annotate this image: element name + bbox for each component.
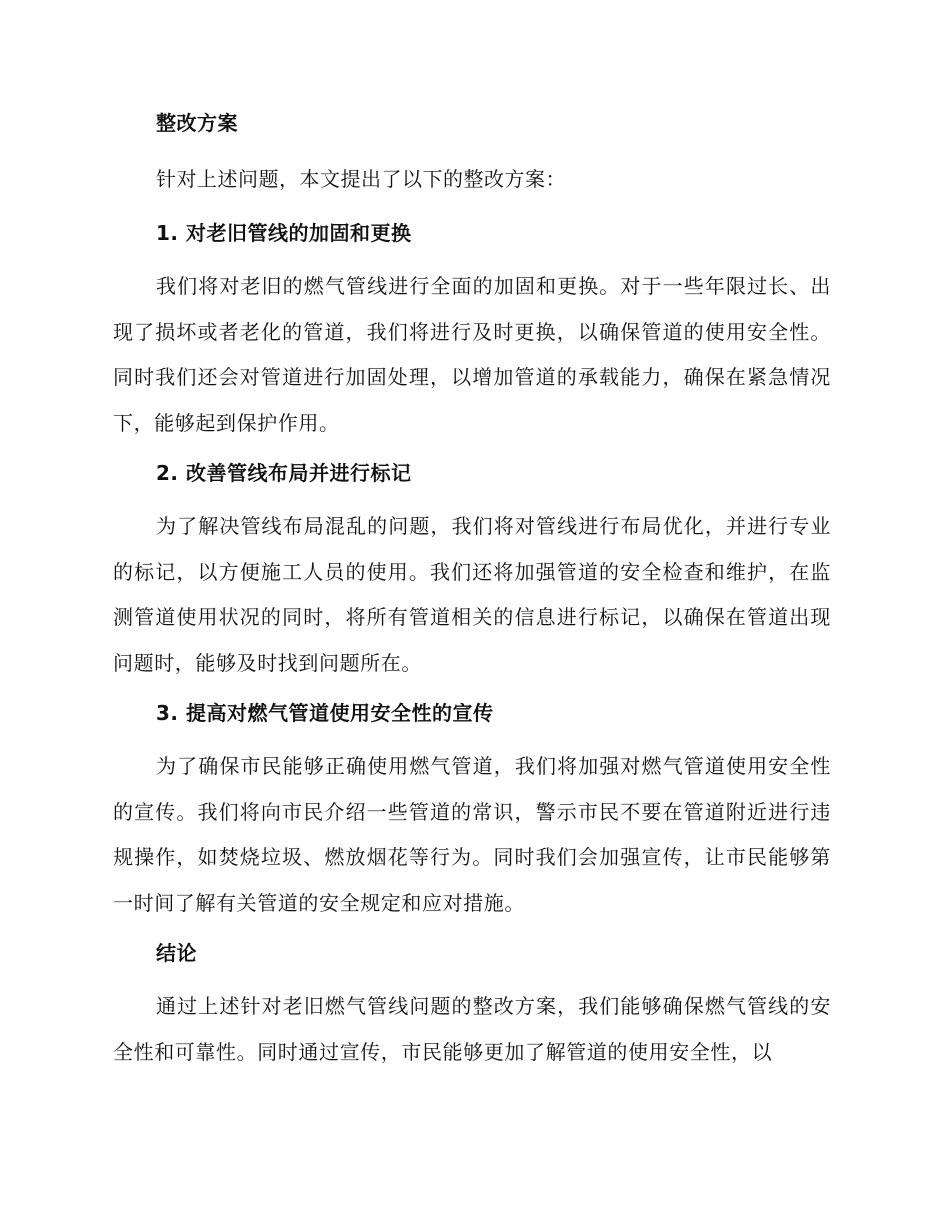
section-title: 整改方案 [156, 111, 238, 135]
item-3-heading: 3. 提高对燃气管道使用安全性的宣传 [156, 701, 494, 725]
document-content [113, 108, 831, 1075]
item-2-body: 为了解决管线布局混乱的问题，我们将对管线进行布局优化，并进行专业的标记，以方便施工人员的使用。我们还将加强管道的安全检查和维护，在监测管道使用状况的同时，将所有管道相关的信息进行标记，以确保在管道出现问题时，能够及时找到问题所在。 [113, 514, 831, 675]
item-3-body: 为了确保市民能够正确使用燃气管道，我们将加强对燃气管道使用安全性的宣传。我们将向市民介绍一些管道的常识，警示市民不要在管道附近进行违规操作，如焚烧垃圾、燃放烟花等行为。同时我们会加强宣传，让市民能够第一时间了解有关管道的安全规定和应对措施。 [113, 754, 831, 915]
item-1-heading: 1. 对老旧管线的加固和更换 [156, 221, 412, 245]
item-2-heading: 2. 改善管线布局并进行标记 [156, 461, 412, 485]
item-1-body: 我们将对老旧的燃气管线进行全面的加固和更换。对于一些年限过长、出现了损坏或者老化的管道，我们将进行及时更换，以确保管道的使用安全性。同时我们还会对管道进行加固处理，以增加管道的承载能力，确保在紧急情况下，能够起到保护作用。 [113, 274, 831, 435]
conclusion-title: 结论 [156, 941, 197, 965]
conclusion-body: 通过上述针对老旧燃气管线问题的整改方案，我们能够确保燃气管线的安全性和可靠性。同时通过宣传，市民能够更加了解管道的使用安全性，以 [113, 994, 831, 1064]
intro-paragraph: 针对上述问题，本文提出了以下的整改方案： [156, 167, 566, 191]
